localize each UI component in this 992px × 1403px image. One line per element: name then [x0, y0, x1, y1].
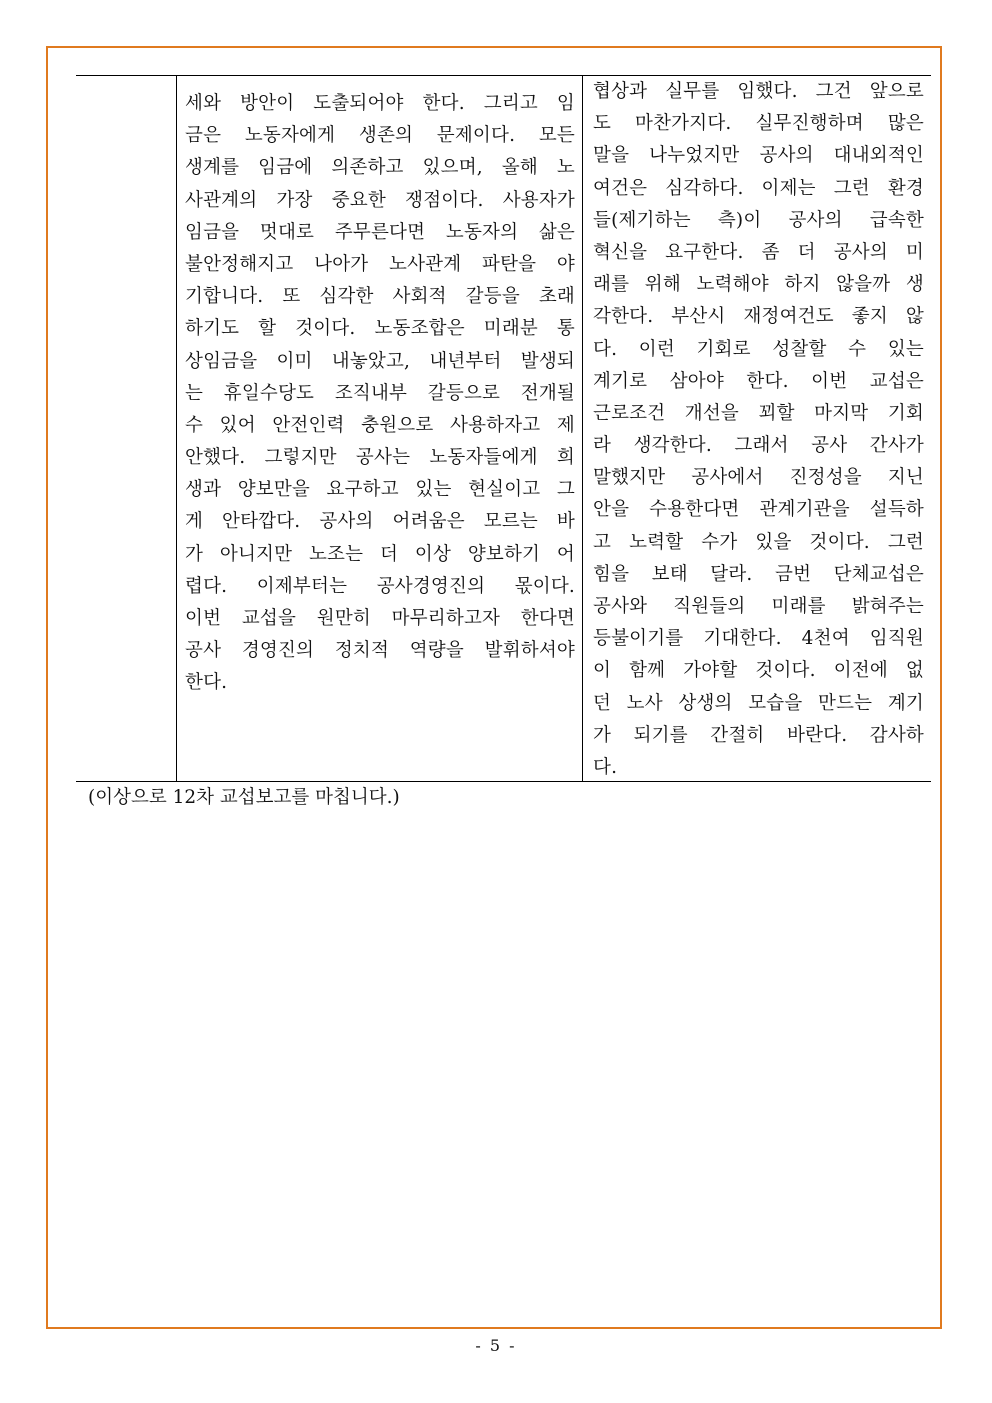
- union-statement-cell: [177, 76, 582, 781]
- text-line: 고 노력할 수가 있을 것이다. 그런: [593, 531, 924, 553]
- text-line: 는 휴일수당도 조직내부 갈등으로 전개될: [185, 382, 575, 404]
- page-number: - 5 -: [475, 1336, 517, 1355]
- text-line: 여건은 심각하다. 이제는 그런 환경: [593, 177, 924, 199]
- text-line: 공사와 직원들의 미래를 밝혀주는: [593, 596, 924, 617]
- text-line: 근로조건 개선을 꾀할 마지막 기회: [593, 402, 924, 424]
- text-line: 등불이기를 기대한다. 4천여 임직원: [593, 628, 924, 650]
- text-line: 안했다. 그렇지만 공사는 노동자들에게 희: [185, 447, 575, 469]
- text-line: 세와 방안이 도출되어야 한다. 그리고 임: [185, 93, 575, 114]
- negotiation-report-table: [76, 75, 931, 782]
- text-line: 공사 경영진의 정치적 역량을 발휘하셔야: [185, 640, 575, 662]
- text-line: 렵다. 이제부터는 공사경영진의 몫이다.: [185, 575, 575, 597]
- union-closing-statement-cell: [583, 76, 931, 781]
- text-line: 이 함께 가야할 것이다. 이전에 없: [593, 660, 924, 682]
- text-line: 각한다. 부산시 재정여건도 좋지 않: [593, 306, 924, 328]
- closing-note: (이상으로 12차 교섭보고를 마칩니다.): [88, 787, 400, 808]
- text-line: 가 아니지만 노조는 더 이상 양보하기 어: [185, 543, 575, 565]
- text-line: 래를 위해 노력해야 하지 않을까 생: [593, 274, 924, 296]
- text-line: 하기도 할 것이다. 노동조합은 미래분 통: [185, 318, 575, 340]
- text-line: 기합니다. 또 심각한 사회적 갈등을 초래: [185, 286, 575, 308]
- text-line: 안을 수용한다면 관계기관을 설득하: [593, 499, 924, 521]
- text-line: 생과 양보만을 요구하고 있는 현실이고 그: [185, 479, 575, 501]
- text-line: 계기로 삼아야 한다. 이번 교섭은: [593, 370, 924, 392]
- text-line: 상임금을 이미 내놓았고, 내년부터 발생되: [185, 350, 575, 372]
- text-line: 한다.: [185, 672, 228, 694]
- text-line: 사관계의 가장 중요한 쟁점이다. 사용자가: [185, 189, 575, 211]
- text-line: 들(제기하는 측)이 공사의 급속한: [593, 209, 924, 231]
- text-line: 협상과 실무를 임했다. 그건 앞으로: [593, 81, 924, 102]
- text-line: 말했지만 공사에서 진정성을 지닌: [593, 467, 924, 489]
- text-line: 생계를 임금에 의존하고 있으며, 올해 노: [185, 157, 575, 179]
- text-line: 가 되기를 간절히 바란다. 감사하: [593, 724, 924, 746]
- text-line: 라 생각한다. 그래서 공사 간사가: [593, 435, 924, 457]
- text-line: 다.: [593, 756, 618, 778]
- text-line: 다. 이런 기회로 성찰할 수 있는: [593, 338, 924, 360]
- text-line: 불안정해지고 나아가 노사관계 파탄을 야: [185, 253, 575, 275]
- text-line: 힘을 보태 달라. 금번 단체교섭은: [593, 563, 924, 585]
- text-line: 말을 나누었지만 공사의 대내외적인: [593, 145, 924, 167]
- text-line: 혁신을 요구한다. 좀 더 공사의 미: [593, 241, 924, 263]
- text-line: 게 안타깝다. 공사의 어려움은 모르는 바: [185, 511, 575, 533]
- text-line: 도 마찬가지다. 실무진행하며 많은: [593, 113, 924, 135]
- text-line: 금은 노동자에게 생존의 문제이다. 모든: [185, 125, 575, 147]
- text-line: 이번 교섭을 원만히 마무리하고자 한다면: [185, 608, 575, 629]
- text-line: 임금을 멋대로 주무른다면 노동자의 삶은: [185, 221, 575, 243]
- text-line: 던 노사 상생의 모습을 만드는 계기: [593, 692, 924, 714]
- text-line: 수 있어 안전인력 충원으로 사용하자고 제: [185, 414, 575, 436]
